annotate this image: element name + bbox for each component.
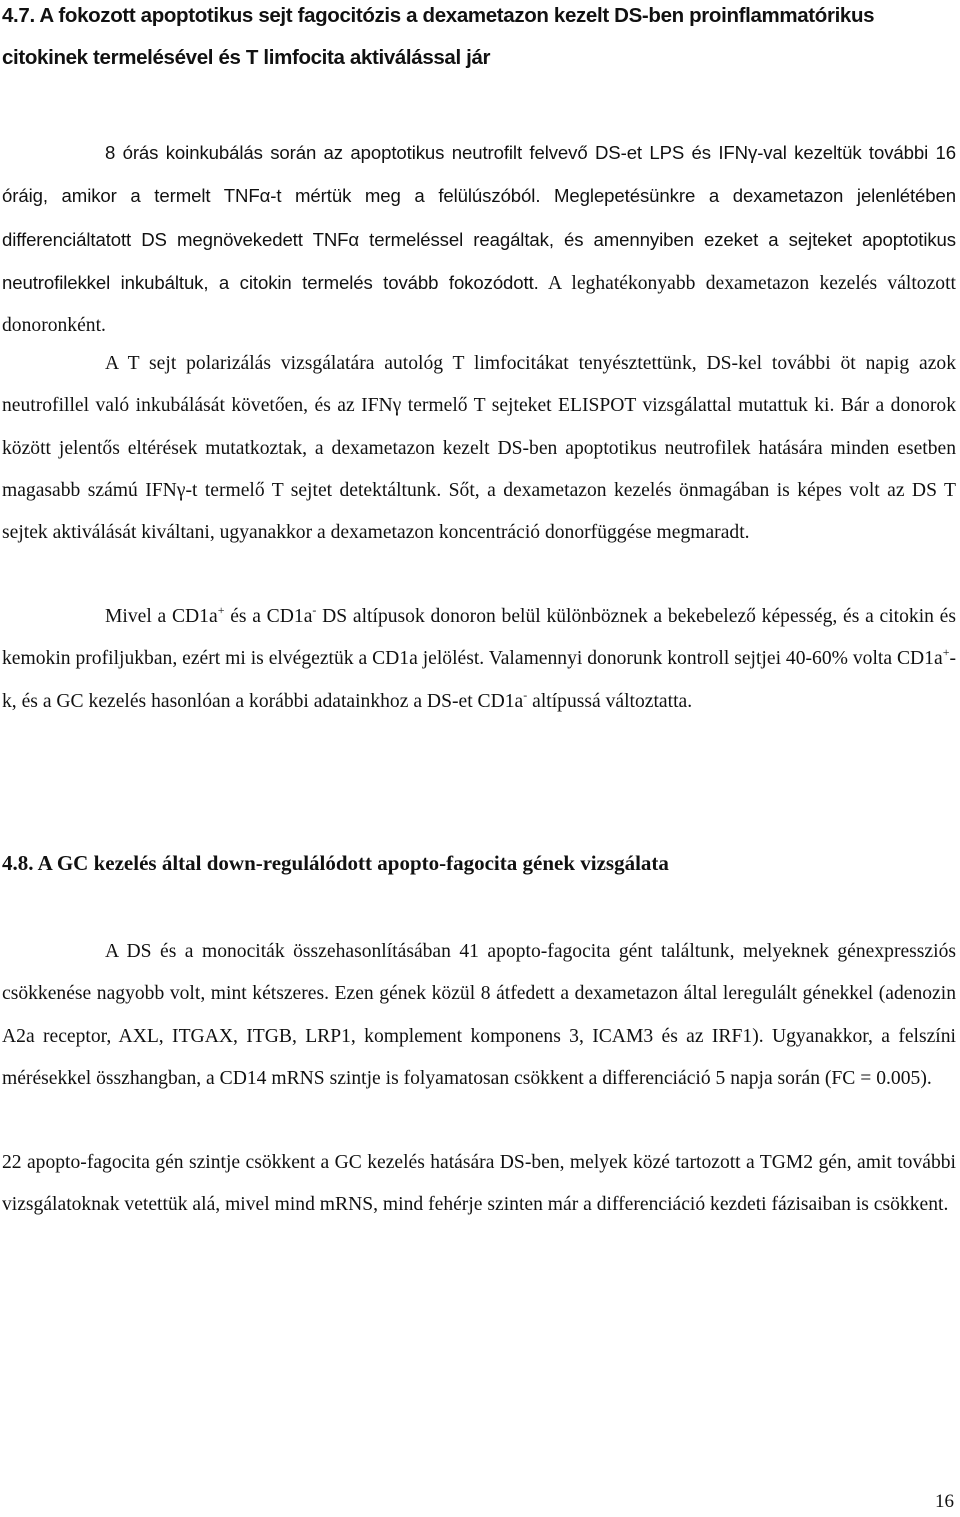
paragraph-tnf-tail: A leghatékonyabb dexametazon kezelés változott donoronként.: [2, 272, 956, 337]
cd1a-text-a: Mivel a CD1a: [105, 606, 218, 627]
cd1a-sup-4: -: [523, 687, 528, 702]
cd1a-sup-2: -: [312, 603, 317, 617]
cd1a-text-d: -k, és a GC kezelés hasonlóan a korábbi adatainkhoz a DS-et CD1a: [2, 648, 956, 712]
section-4-7-title: [2, 0, 958, 79]
paragraph-tnf: [2, 132, 956, 347]
paragraph-apopto-genes: A DS és a monociták összehasonlításában 41 apopto-fagocita gént találtunk, melyeknek génexpressziós csökkenése nagyobb volt, mint kétszeres. Ezen gének közül 8 átfedett a dexametazon által leregulált génekkel (adenozin A2a receptor, AXL, ITGAX, ITGB, LRP1, komplement komponens 3, ICAM3 és az IRF1). Ugyanakkor, a felszíni mérésekkel összhangban, a CD14 mRNS szintje is folyamatosan csökkent a differenciáció 5 napja során (FC = 0.005).: [2, 941, 956, 1089]
cd1a-text-e: altípussá változtatta.: [527, 690, 693, 712]
section-4-8-title: 4.8. A GC kezelés által down-regulálódott apopto-fagocita gének vizsgálata: [2, 851, 669, 875]
cd1a-text-b: és a CD1a: [224, 606, 313, 627]
cd1a-sup-3: +: [942, 645, 950, 660]
cd1a-text-c: DS altípusok donoron belül különböznek a bekebelező képesség, és a citokin és kemokin profiljukban, ezért mi is elvégeztük a CD1a jelölést. Valamennyi donorunk kontroll sejtjei 40-60% volta CD1a: [2, 606, 956, 670]
section-4-7-title-line2: citokinek termelésével és T limfocita aktiválással jár: [2, 46, 491, 69]
cd1a-sup-1: +: [217, 603, 225, 617]
paragraph-tnf-text: 8 órás koinkubálás során az apoptotikus neutrofilt felvevő DS-et LPS és IFNγ-val kezeltük további 16 óráig, amikor a termelt TNFα-t mértük meg a felülúszóból. Meglepetésünkre a dexametazon jelenlétében differenciáltatott DS megnövekedett TNFα termeléssel reagáltak, és amennyiben ezeket a sejteket apoptotikus neutrofilekkel inkubáltuk, a citokin termelés tovább fokozódott.: [2, 142, 956, 293]
paragraph-cd1a: [2, 596, 956, 723]
paragraph-t-cell: A T sejt polarizálás vizsgálatára autológ T limfocitákat tenyésztettünk, DS-kel további öt napig azok neutrofillel való inkubálását követően, és az IFNγ termelő T sejteket ELISPOT vizsgálattal mutattuk ki. Bár a donorok között jelentős eltérések mutatkoztak, a dexametazon kezelt DS-ben apoptotikus neutrofilek hatására minden esetben magasabb számú IFNγ-t termelő T sejtet detektáltunk. Sőt, a dexametazon kezelés önmagában is képes volt az DS T sejtek aktiválását kiváltani, ugyanakkor a dexametazon koncentráció donorfüggése megmaradt.: [2, 353, 956, 544]
page-number: 16: [935, 1491, 954, 1512]
paragraph-tgm2: 22 apopto-fagocita gén szintje csökkent a GC kezelés hatására DS-ben, melyek közé tartozott a TGM2 gén, amit további vizsgálatoknak vetettük alá, mivel mind mRNS, mind fehérje szinten már a differenciáció kezdeti fázisaiban is csökkent.: [2, 1152, 956, 1216]
section-4-7-title-line1: 4.7. A fokozott apoptotikus sejt fagocitózis a dexametazon kezelt DS-ben proinflammatórikus: [2, 4, 875, 27]
